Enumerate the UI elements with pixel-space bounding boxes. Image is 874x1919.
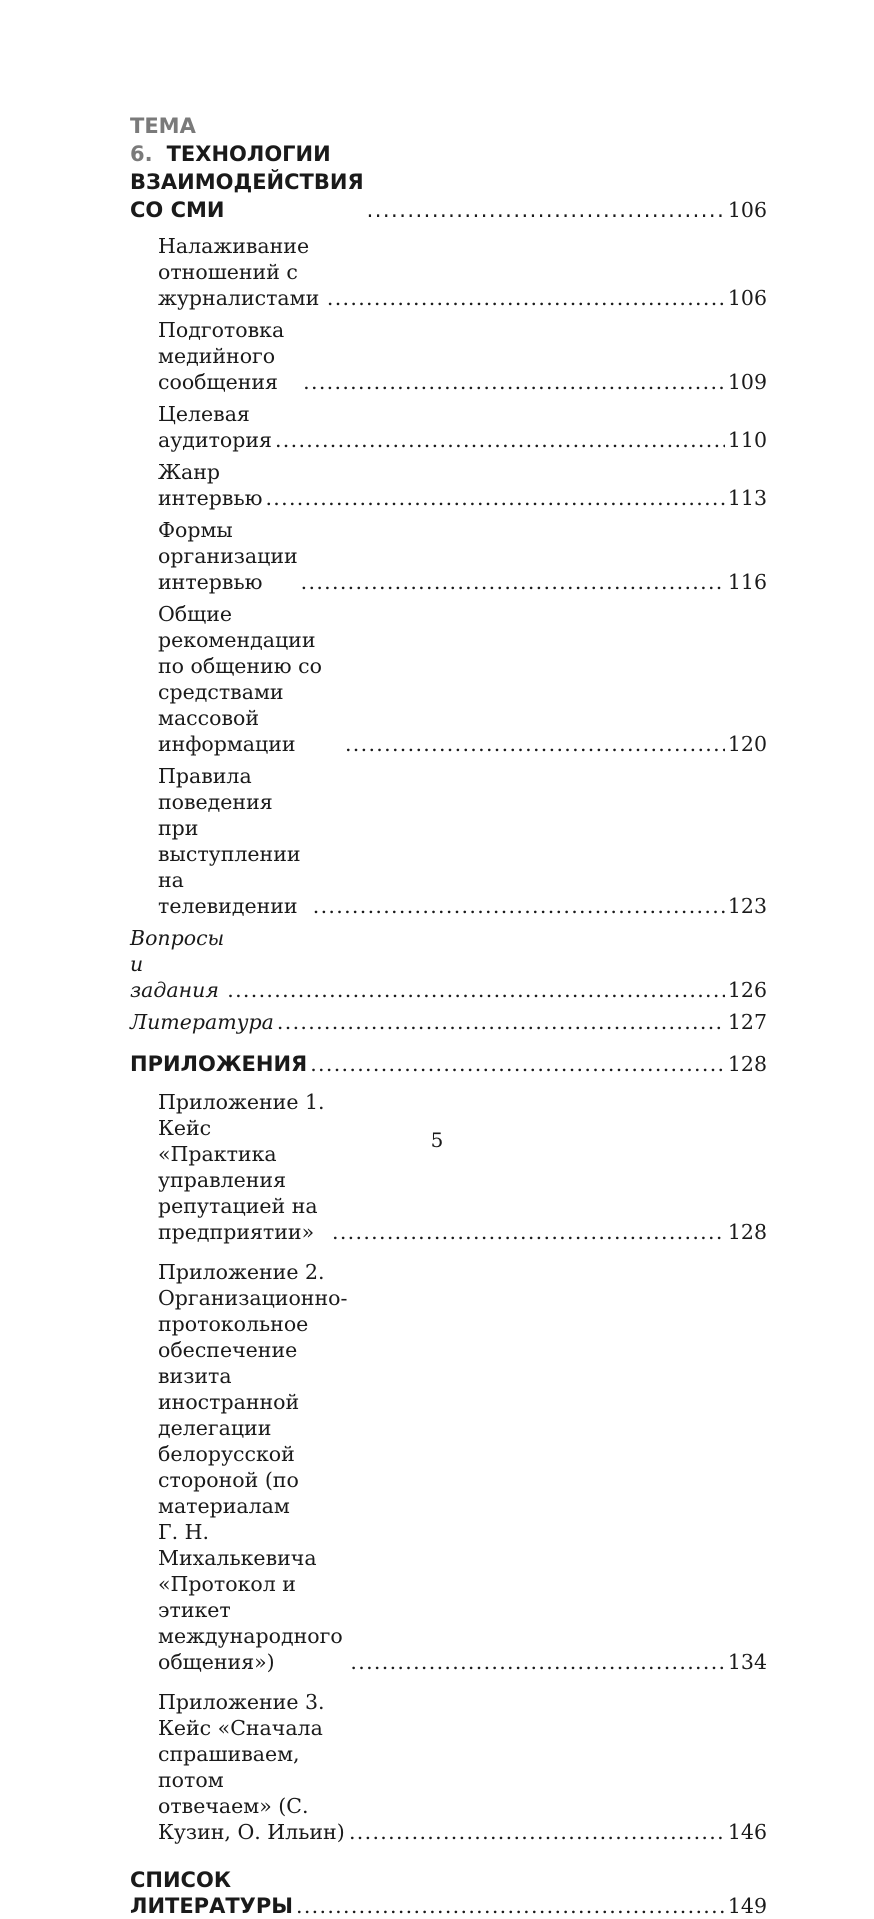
- toc-appendix-item: Приложение 2. Организационно-протокольное обеспечение визита иностранной делегации белорусской стороной (по материалам Г. Н. Михалькевича «Протокол и этикет международного общения») . . . 134: [130, 1259, 767, 1675]
- toc-topic-6: [130, 112, 767, 224]
- topic-number: ТЕМА 6.: [130, 114, 196, 166]
- page-ref: 120: [727, 732, 767, 756]
- toc-appendices: ПРИЛОЖЕНИЯ . . . 128: [130, 1051, 767, 1077]
- page-ref: 113: [727, 486, 767, 510]
- toc-item: Формы организации интервью . . . 116: [130, 517, 767, 595]
- toc-item: Целевая аудитория . . . 110: [130, 401, 767, 453]
- toc-item: Жанр интервью . . . 113: [130, 459, 767, 511]
- dot-leader: [367, 196, 725, 224]
- page-ref: 109: [727, 370, 767, 394]
- page-ref: 128: [727, 1052, 767, 1076]
- topic-title: ТЕХНОЛОГИИ ВЗАИМОДЕЙСТВИЯ СО СМИ: [130, 142, 364, 222]
- page-ref: 106: [727, 286, 767, 310]
- dot-leader: [349, 1819, 725, 1845]
- dot-leader: [350, 1649, 724, 1675]
- dot-leader: [303, 369, 725, 395]
- dot-leader: [310, 1051, 725, 1077]
- toc-appendix-item: Приложение 3. Кейс «Сначала спрашиваем, потом отвечаем» (С. Кузин, О. Ильин) . . . 146: [130, 1689, 767, 1845]
- toc-bibliography: СПИСОК ЛИТЕРАТУРЫ . . . 149: [130, 1867, 767, 1919]
- page-number: 5: [430, 1128, 444, 1152]
- toc-item: Правила поведения при выступлении на телевидении . . . 123: [130, 763, 767, 919]
- toc-item: Подготовка медийного сообщения . . . 109: [130, 317, 767, 395]
- page-ref: 123: [727, 894, 767, 918]
- dot-leader: [327, 285, 725, 311]
- dot-leader: [332, 1219, 725, 1245]
- dot-leader: [275, 427, 725, 453]
- page-ref: 128: [727, 1220, 767, 1244]
- page-ref: 110: [727, 428, 767, 452]
- table-of-contents: [130, 112, 767, 1919]
- page-ref: 146: [727, 1820, 767, 1844]
- dot-leader: [265, 485, 724, 511]
- dot-leader: [345, 731, 725, 757]
- toc-appendix-item: Приложение 1. Кейс «Практика управления репутацией на предприятии» . . . 128: [130, 1089, 767, 1245]
- page-ref: 127: [727, 1010, 767, 1034]
- dot-leader: [301, 569, 725, 595]
- page-ref: 116: [727, 570, 767, 594]
- page-ref: 106: [727, 198, 767, 222]
- page-ref: 149: [727, 1894, 767, 1918]
- page-ref: 126: [727, 978, 767, 1002]
- dot-leader: [277, 1009, 725, 1035]
- dot-leader: [313, 893, 725, 919]
- toc-item: Налаживание отношений с журналистами . . . 106: [130, 233, 767, 311]
- dot-leader: [296, 1893, 725, 1919]
- dot-leader: [227, 977, 725, 1003]
- toc-questions: Вопросы и задания . . . 126: [130, 925, 767, 1003]
- toc-literature: Литература . . . 127: [130, 1009, 767, 1035]
- toc-item: Общие рекомендации по общению со средствами массовой информации . . . 120: [130, 601, 767, 757]
- page-ref: 134: [727, 1650, 767, 1674]
